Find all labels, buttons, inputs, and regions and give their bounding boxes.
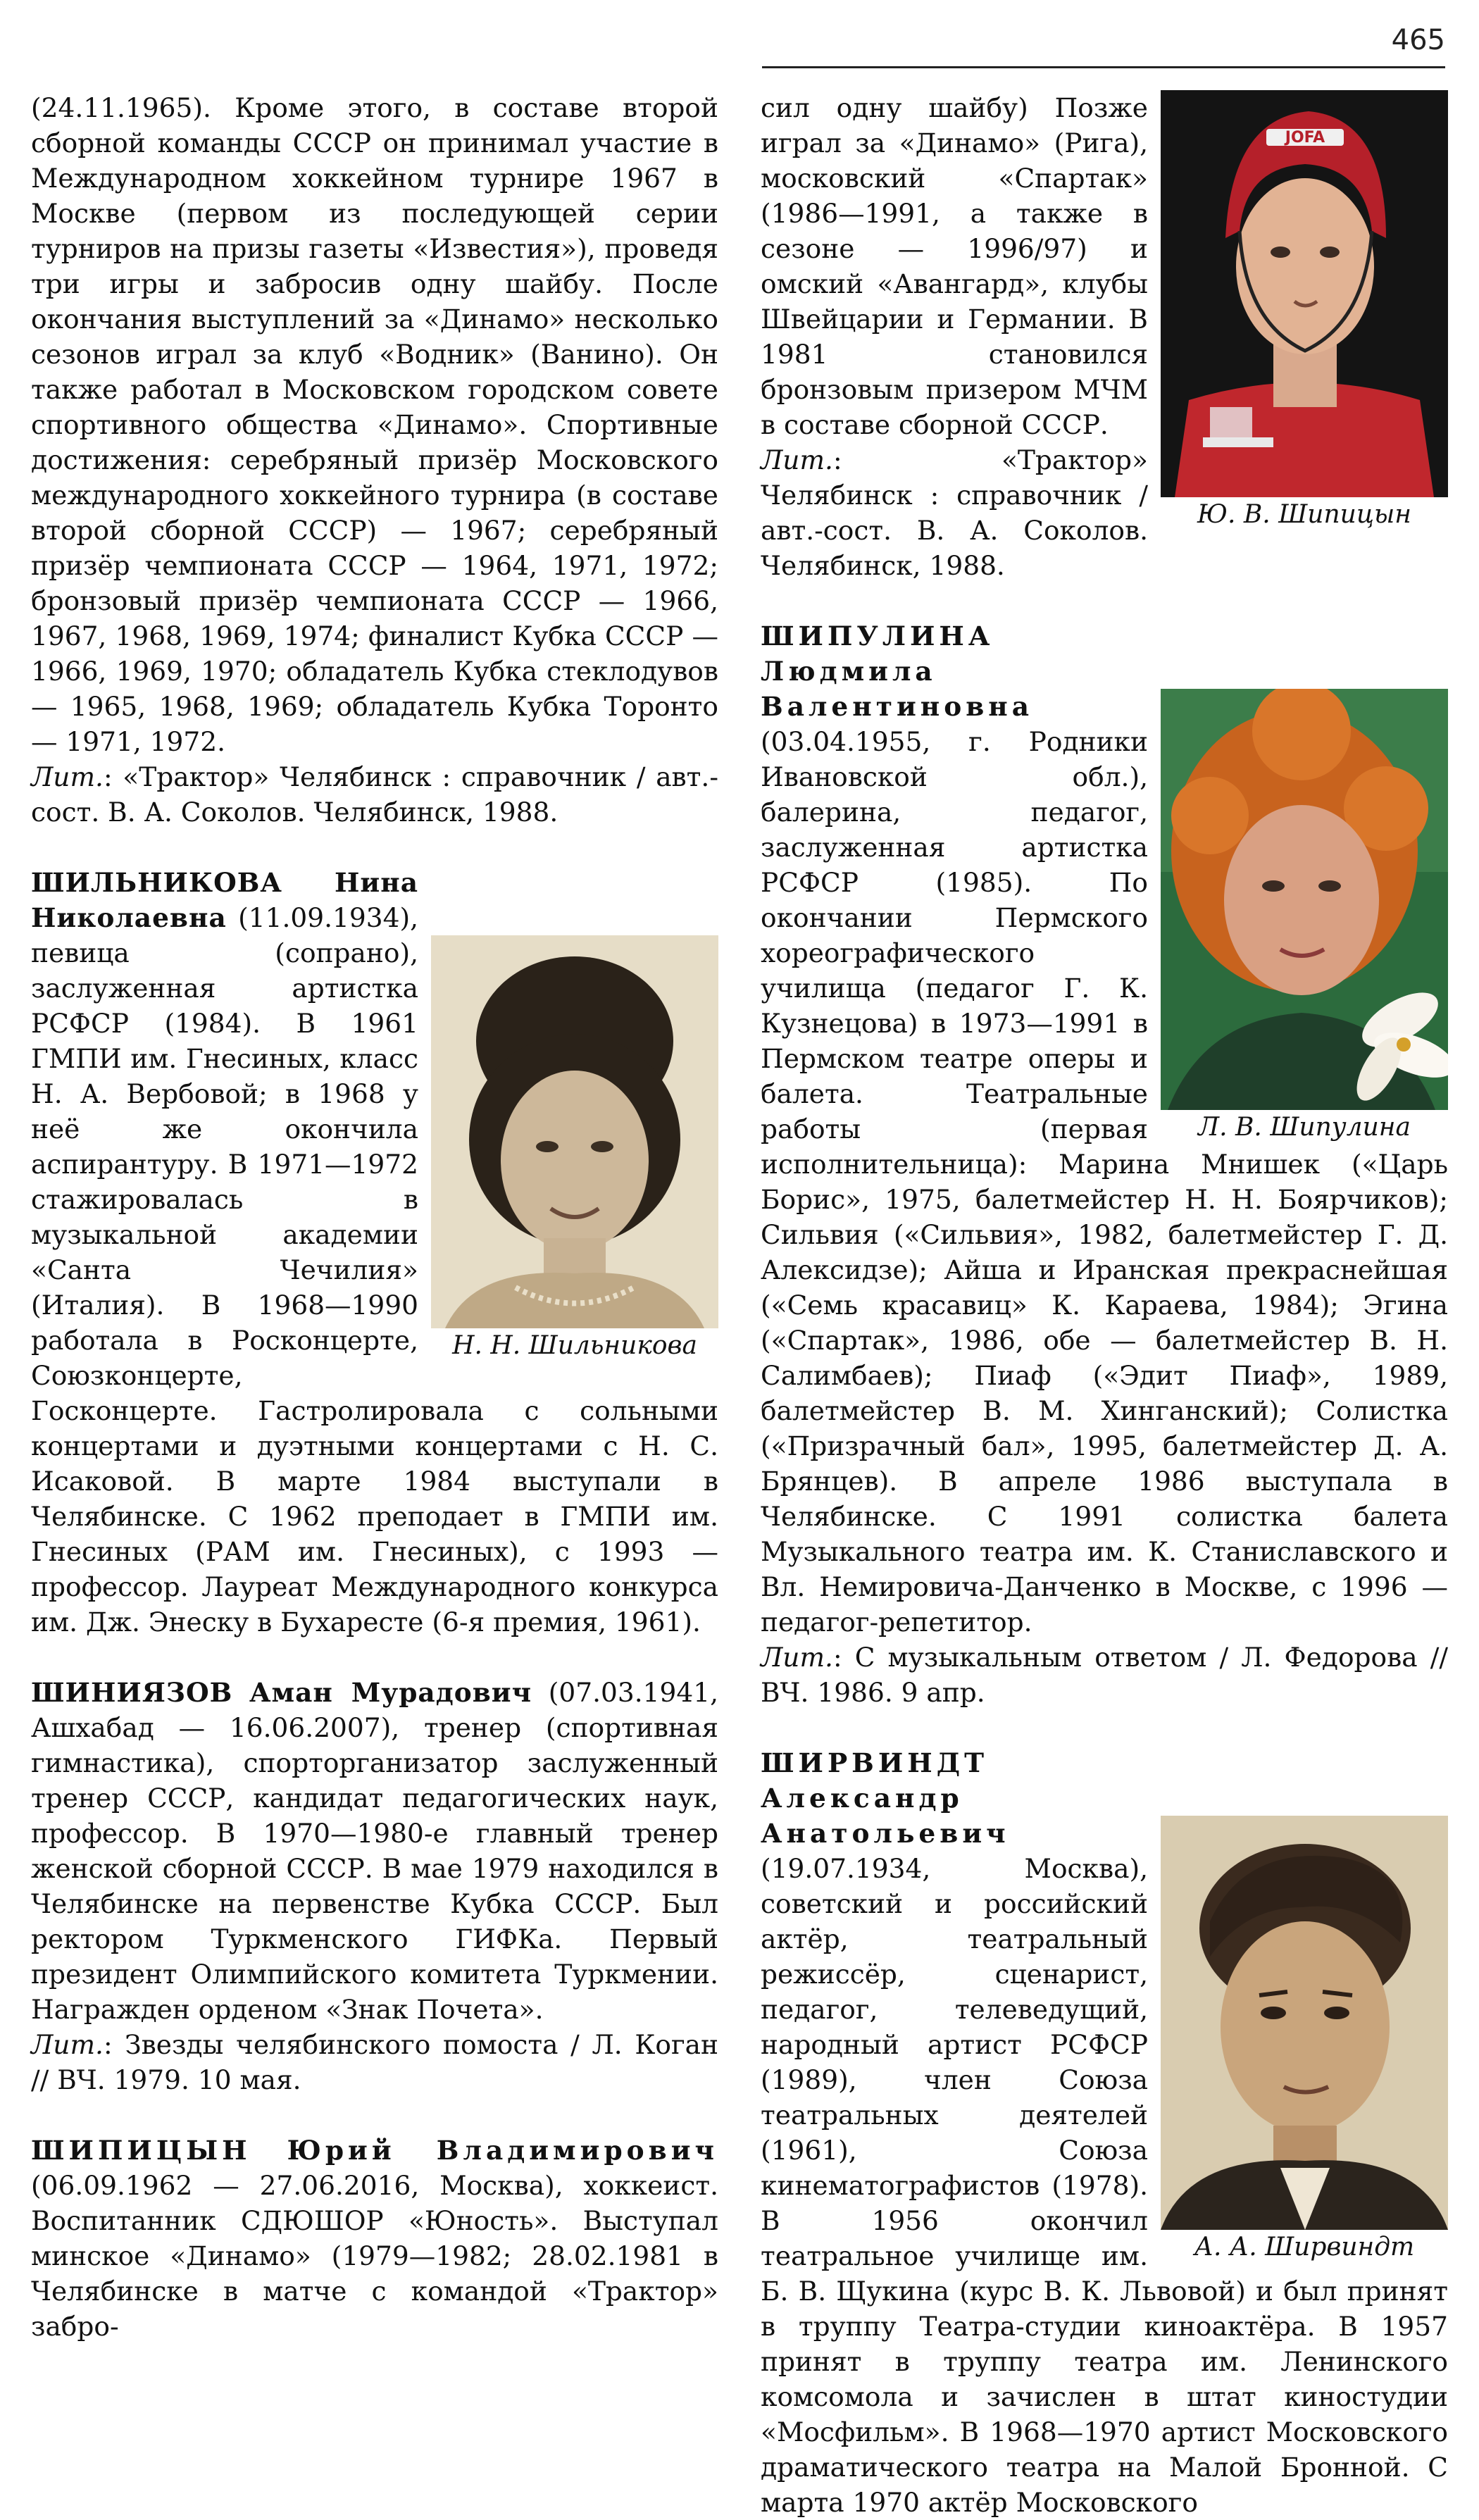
entry-headword: ШИНИЯЗОВ [31,1677,233,1708]
right-column [761,90,1448,2518]
entry-text: ШИЛЬНИКОВА Нина Николаевна (11.09.1934), певица (сопрано), заслуженная артистка РСФСР (1984). В 1961 ГМПИ им. Гнесиных, класс Н. А. Вербовой; в 1968 у неё же окончила аспирантуру. В 1971—1972 стажировалась в музыкальной академии «Санта Чечилия» (Италия). В 1968—1990 работала в Росконцерте, Союзконцерте, Госконцерте. Гастролировала с сольными концертами и дуэтными концертами с Н. С. Исаковой. В марте 1984 выступали в Челябинске. С 1962 преподает в ГМПИ им. Гнесиных (РАМ им. Гнесиных), с 1993 — профессор. Лауреат Международного конкурса им. Дж. Энеску в Бухаресте (6-я премия, 1961). [31,867,718,1638]
entry-literature: Лит.: С музыкальным ответом / Л. Федорова // ВЧ. 1986. 9 апр. [761,1642,1448,1708]
entry-text: сил одну шайбу) Позже играл за «Динамо» (Рига), московский «Спартак» (1986—1991, а также в сезоне — 1996/97) и омский «Авангард», клубы Швейцарии и Германии. В 1981 становился бронзовым призером МЧМ в составе сборной СССР. [761,92,1148,440]
entry-given-name: Нина Николаевна [31,867,418,933]
entry-shipitsyn [31,2133,718,2344]
photo-figure-shipitsyn [1161,90,1448,532]
left-column [31,90,719,2342]
entry-headword: ШИРВИНДТ [761,1747,988,1778]
helmet-logo-text: JOFA [1285,129,1325,146]
entry-literature: Лит.: «Трактор» Челябинск : справочник / авт.-сост. В. А. Соколов. Челябинск, 1988. [31,761,718,828]
entry-given-name: Аман Мурадович [249,1677,532,1708]
entry-literature: Лит.: Звезды челябинского помоста / Л. Коган // ВЧ. 1979. 10 мая. [31,2029,718,2095]
entry-text: ШИРВИНДТ Александр Анатольевич (19.07.1934, Москва), советский и российский актёр, театральный режиссёр, сценарист, педагог, телеведущий, народный артист РСФСР (1989), член Союза театральных деятелей (1961), Союза кинематографистов (1978). В 1956 окончил театральное училище им. Б. В. Щукина (курс В. К. Львовой) и был принят в труппу Театра-студии киноактёра. В 1957 принят в труппу театра им. Ленинского комсомола и зачислен в штат киностудии «Мосфильм». В 1968—1970 артист Московского драматического театра на Малой Бронной. С марта 1970 актёр Московского [761,1747,1448,2518]
photo-caption: Ю. В. Шипицын [1197,500,1411,529]
literature-label: Лит. [31,761,104,792]
header-rule [762,66,1445,68]
entry-given-name: Людмила Валентиновна [761,656,1034,722]
entry-shipitsyn-continued [761,90,1448,583]
entry-text: ШИПИЦЫН Юрий Владимирович (06.09.1962 — 27.06.2016, Москва), хоккеист. Воспитанник СДЮШОР «Юность». Выступал минское «Динамо» (1979—1982; 28.02.1981 в Челябинске в матче с командой «Трактор» забро- [31,2135,718,2342]
literature-label: Лит. [31,2029,104,2060]
portrait-photo [1161,689,1448,1110]
photo-caption: Н. Н. Шильникова [452,1331,697,1360]
entry-shirvindt [761,1745,1448,2520]
photo-caption: А. А. Ширвиндт [1194,2233,1415,2262]
photo-figure-shirvindt [1161,1816,1448,2265]
page-number: 465 [1391,24,1445,56]
entry-headword: ШИЛЬНИКОВА [31,867,282,898]
entry-text: (24.11.1965). Кроме этого, в составе второй сборной команды СССР он принимал участие в Международном хоккейном турнире 1967 в Москве (первом из последующей серии турниров на призы газеты «Известия»), проведя три игры и забросив одну шайбу. После окончания выступлений за «Динамо» несколько сезонов играл за клуб «Водник» (Ванино). Он также работал в Московском городском совете спортивного общества «Динамо». Спортивные достижения: серебряный призёр Московского международного хоккейного турнира (в составе второй сборной СССР) — 1967; серебряный призёр чемпионата СССР — 1964, 1971, 1972; бронзовый призёр чемпионата СССР — 1966, 1967, 1968, 1969, 1974; финалист Кубка СССР — 1966, 1969, 1970; обладатель Кубка стеклодувов — 1965, 1968, 1969; обладатель Кубка Торонто — 1971, 1972. [31,92,718,757]
entry-continuation [31,90,718,830]
portrait-photo [1161,1816,1448,2230]
literature-label: Лит. [761,444,833,475]
entry-headword: ШИПУЛИНА [761,620,994,651]
portrait-photo [431,935,718,1328]
entry-given-name: Александр Анатольевич [761,1783,1010,1849]
entry-shipulina [761,618,1448,1710]
entry-given-name: Юрий Владимирович [287,2135,718,2166]
entry-headword: ШИПИЦЫН [31,2135,251,2166]
photo-figure-shilnikova [431,935,718,1364]
photo-figure-shipulina [1161,689,1448,1145]
literature-label: Лит. [761,1642,833,1673]
portrait-photo [1161,90,1448,497]
photo-caption: Л. В. Шипулина [1198,1113,1411,1142]
entry-shilnikova [31,865,718,1640]
entry-literature: Лит.: «Трактор» Челябинск : справочник / авт.-сост. В. А. Соколов. Челябинск, 1988. [761,444,1148,581]
entry-shiniyazov [31,1675,718,2097]
entry-text: ШИНИЯЗОВ Аман Мурадович (07.03.1941, Ашхабад — 16.06.2007), тренер (спортивная гимнастика), спорторганизатор заслуженный тренер СССР, кандидат педагогических наук, профессор. В 1970—1980-е главный тренер женской сборной СССР. В мае 1979 находился в Челябинске на первенстве Кубка СССР. Был ректором Туркменского ГИФКа. Первый президент Олимпийского комитета Туркмении. Награжден орденом «Знак Почета». [31,1677,719,2025]
entry-text: ШИПУЛИНА Людмила Валентиновна (03.04.1955, г. Родники Ивановской обл.), балерина, педагог, заслуженная артистка РСФСР (1985). По окончании Пермского хореографического училища (педагог Г. К. Кузнецова) в 1973—1991 в Пермском театре оперы и балета. Театральные работы (первая исполнительница): Марина Мнишек («Царь Борис», 1975, балетмейстер Н. Н. Боярчиков); Сильвия («Сильвия», 1982, балетмейстер Г. Д. Алексидзе); Айша и Иранская прекраснейшая («Семь красавиц» К. Караева, 1984); Эгина («Спартак», 1986, обе — балетмейстер В. Н. Салимбаев); Пиаф («Эдит Пиаф», 1989, балетмейстер В. М. Хинганский); Солистка («Призрачный бал», 1995, балетмейстер Д. А. Брянцев). В апреле 1986 выступала в Челябинске. С 1991 солистка балета Музыкального театра им. К. Станиславского и Вл. Немировича-Данченко в Москве, с 1996 — педагог-репетитор. [761,620,1448,1638]
